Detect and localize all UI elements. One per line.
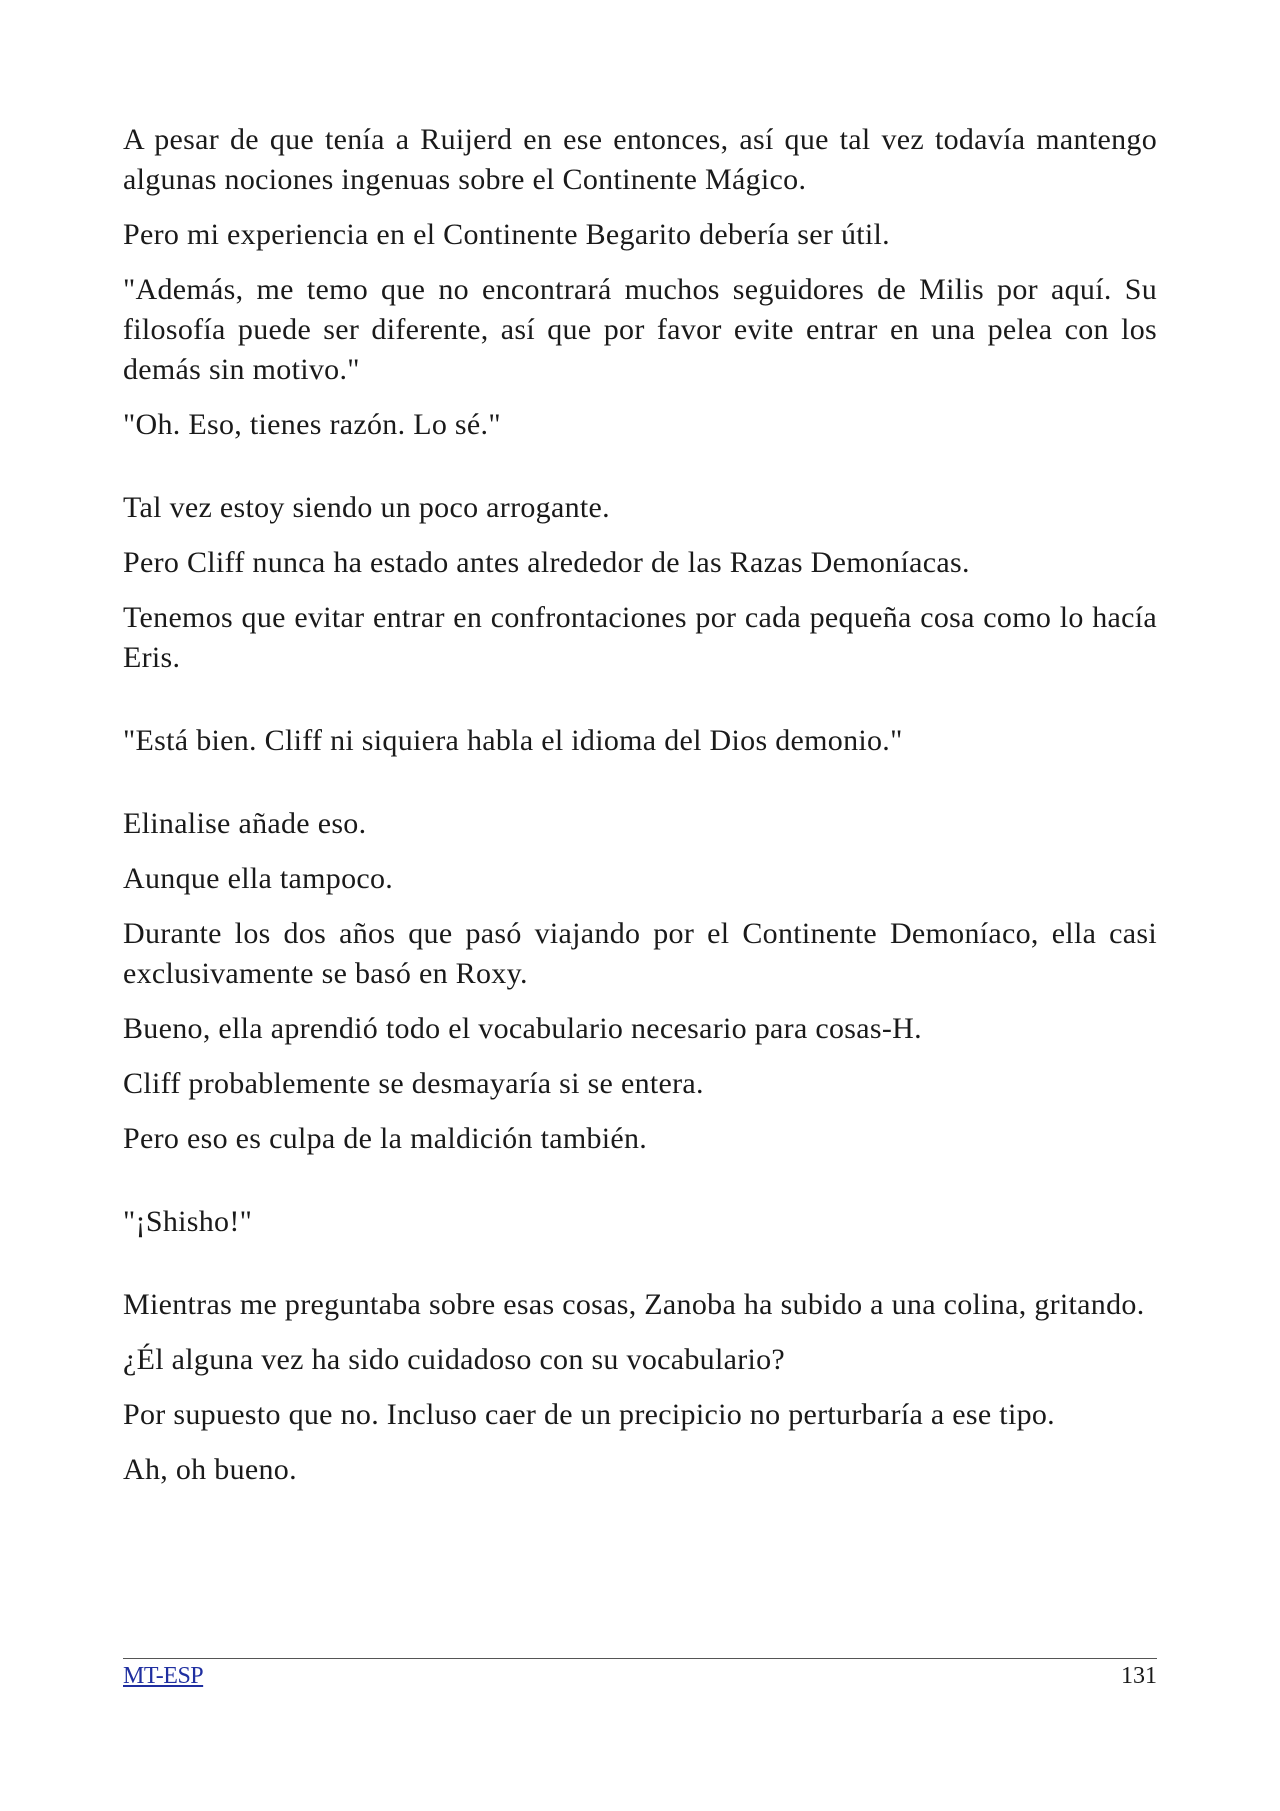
paragraph: Elinalise añade eso. bbox=[123, 807, 367, 840]
paragraph-spacer bbox=[123, 460, 1157, 488]
paragraph-spacer bbox=[123, 1174, 1157, 1202]
paragraph: Cliff probablemente se desmayaría si se entera. bbox=[123, 1067, 704, 1100]
page-body bbox=[123, 120, 1157, 1505]
paragraph: Pero Cliff nunca ha estado antes alrededor de las Razas Demoníacas. bbox=[123, 546, 970, 579]
paragraph: Pero mi experiencia en el Continente Begarito debería ser útil. bbox=[123, 218, 890, 251]
paragraph: Aunque ella tampoco. bbox=[123, 862, 394, 895]
paragraph: ¿Él alguna vez ha sido cuidadoso con su vocabulario? bbox=[123, 1343, 786, 1376]
paragraph: Bueno, ella aprendió todo el vocabulario necesario para cosas-H. bbox=[123, 1012, 922, 1045]
paragraph: Pero eso es culpa de la maldición también. bbox=[123, 1122, 648, 1155]
paragraph: Tal vez estoy siendo un poco arrogante. bbox=[123, 491, 610, 524]
paragraph: A pesar de que tenía a Ruijerd en ese entonces, así que tal vez todavía mantengo algunas nociones ingenuas sobre el Continente Mágico. bbox=[123, 123, 1157, 196]
paragraph: "¡Shisho!" bbox=[123, 1205, 253, 1238]
paragraph: Por supuesto que no. Incluso caer de un precipicio no perturbaría a ese tipo. bbox=[123, 1398, 1055, 1431]
paragraph: Ah, oh bueno. bbox=[123, 1453, 297, 1486]
page-number: 131 bbox=[1121, 1663, 1157, 1689]
paragraph: "Además, me temo que no encontrará muchos seguidores de Milis por aquí. Su filosofía puede ser diferente, así que por favor evite entrar en una pelea con los demás sin motivo." bbox=[123, 273, 1157, 386]
paragraph: Tenemos que evitar entrar en confrontaciones por cada pequeña cosa como lo hacía Eris. bbox=[123, 601, 1157, 674]
footer-link[interactable]: MT-ESP bbox=[123, 1663, 204, 1689]
paragraph-spacer bbox=[123, 776, 1157, 804]
paragraph: Durante los dos años que pasó viajando por el Continente Demoníaco, ella casi exclusivamente se basó en Roxy. bbox=[123, 917, 1157, 990]
footer-divider bbox=[123, 1658, 1157, 1659]
paragraph-spacer bbox=[123, 1257, 1157, 1285]
paragraph: "Está bien. Cliff ni siquiera habla el idioma del Dios demonio." bbox=[123, 724, 903, 757]
paragraph: Mientras me preguntaba sobre esas cosas, Zanoba ha subido a una colina, gritando. bbox=[123, 1288, 1145, 1321]
paragraph: "Oh. Eso, tienes razón. Lo sé." bbox=[123, 408, 501, 441]
paragraph-spacer bbox=[123, 693, 1157, 721]
